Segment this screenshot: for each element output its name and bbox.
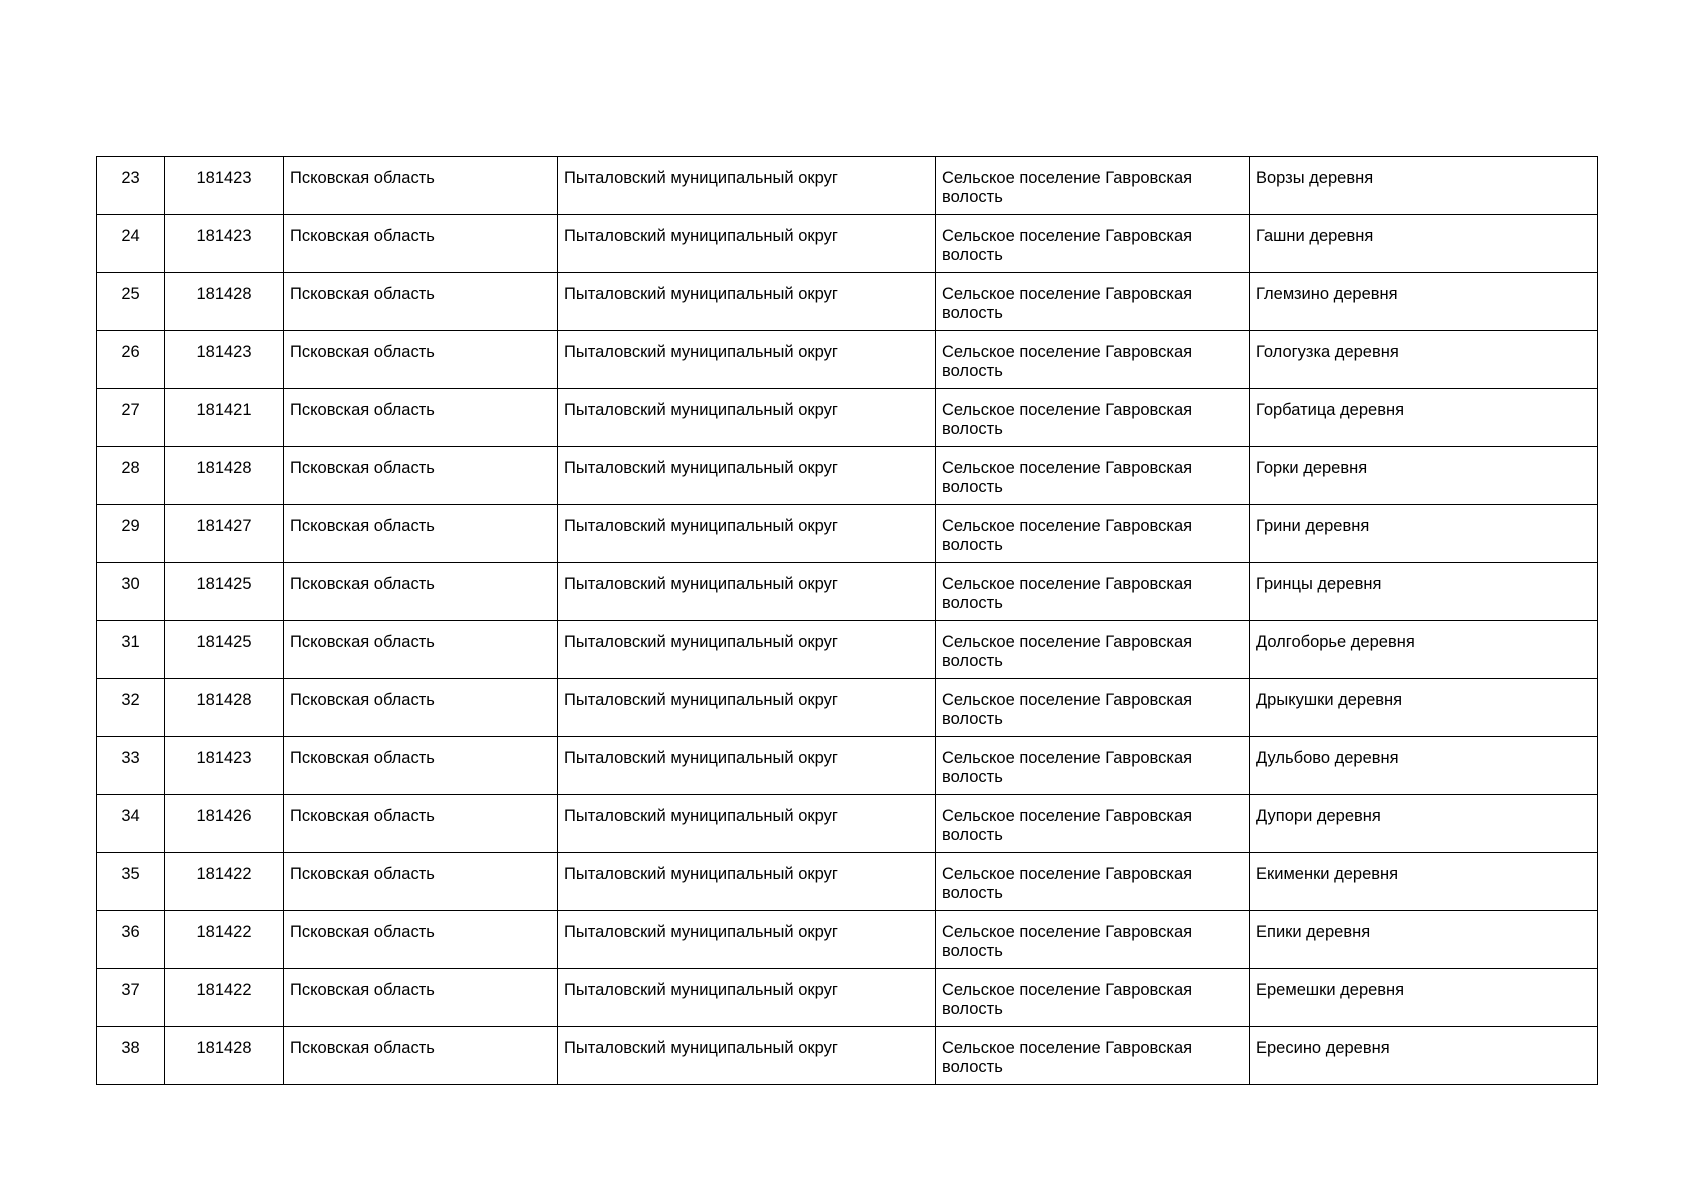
table-row	[97, 621, 1598, 679]
table-row	[97, 157, 1598, 215]
locality-cell: Гологузка деревня	[1250, 331, 1598, 389]
region-cell: Псковская область	[284, 621, 558, 679]
row-number-cell: 32	[97, 679, 165, 737]
postal-index-cell: 181428	[165, 273, 284, 331]
settlement-cell: Сельское поселение Гавровская волость	[936, 563, 1250, 621]
table-row	[97, 679, 1598, 737]
region-cell: Псковская область	[284, 853, 558, 911]
row-number-cell: 29	[97, 505, 165, 563]
settlement-cell: Сельское поселение Гавровская волость	[936, 389, 1250, 447]
settlement-cell: Сельское поселение Гавровская волость	[936, 679, 1250, 737]
region-cell: Псковская область	[284, 273, 558, 331]
locality-cell: Глемзино деревня	[1250, 273, 1598, 331]
row-number-cell: 27	[97, 389, 165, 447]
address-table	[96, 156, 1598, 1085]
row-number-cell: 25	[97, 273, 165, 331]
table-row	[97, 853, 1598, 911]
postal-index-cell: 181423	[165, 737, 284, 795]
settlement-cell: Сельское поселение Гавровская волость	[936, 621, 1250, 679]
postal-index-cell: 181427	[165, 505, 284, 563]
postal-index-cell: 181421	[165, 389, 284, 447]
district-cell: Пыталовский муниципальный округ	[558, 911, 936, 969]
settlement-cell: Сельское поселение Гавровская волость	[936, 273, 1250, 331]
region-cell: Псковская область	[284, 389, 558, 447]
locality-cell: Ересино деревня	[1250, 1027, 1598, 1085]
table-row	[97, 911, 1598, 969]
table-row	[97, 563, 1598, 621]
region-cell: Псковская область	[284, 447, 558, 505]
row-number-cell: 36	[97, 911, 165, 969]
region-cell: Псковская область	[284, 157, 558, 215]
row-number-cell: 30	[97, 563, 165, 621]
settlement-cell: Сельское поселение Гавровская волость	[936, 795, 1250, 853]
postal-index-cell: 181428	[165, 447, 284, 505]
district-cell: Пыталовский муниципальный округ	[558, 505, 936, 563]
row-number-cell: 24	[97, 215, 165, 273]
row-number-cell: 31	[97, 621, 165, 679]
locality-cell: Грини деревня	[1250, 505, 1598, 563]
row-number-cell: 33	[97, 737, 165, 795]
locality-cell: Гашни деревня	[1250, 215, 1598, 273]
district-cell: Пыталовский муниципальный округ	[558, 737, 936, 795]
row-number-cell: 23	[97, 157, 165, 215]
row-number-cell: 26	[97, 331, 165, 389]
district-cell: Пыталовский муниципальный округ	[558, 563, 936, 621]
locality-cell: Горки деревня	[1250, 447, 1598, 505]
address-table-body	[97, 157, 1598, 1085]
postal-index-cell: 181423	[165, 331, 284, 389]
locality-cell: Гринцы деревня	[1250, 563, 1598, 621]
postal-index-cell: 181428	[165, 1027, 284, 1085]
table-row	[97, 389, 1598, 447]
region-cell: Псковская область	[284, 969, 558, 1027]
postal-index-cell: 181426	[165, 795, 284, 853]
district-cell: Пыталовский муниципальный округ	[558, 157, 936, 215]
table-row	[97, 215, 1598, 273]
postal-index-cell: 181422	[165, 853, 284, 911]
region-cell: Псковская область	[284, 331, 558, 389]
settlement-cell: Сельское поселение Гавровская волость	[936, 331, 1250, 389]
settlement-cell: Сельское поселение Гавровская волость	[936, 447, 1250, 505]
row-number-cell: 35	[97, 853, 165, 911]
district-cell: Пыталовский муниципальный округ	[558, 273, 936, 331]
district-cell: Пыталовский муниципальный округ	[558, 447, 936, 505]
locality-cell: Дульбово деревня	[1250, 737, 1598, 795]
district-cell: Пыталовский муниципальный округ	[558, 969, 936, 1027]
row-number-cell: 37	[97, 969, 165, 1027]
locality-cell: Дрыкушки деревня	[1250, 679, 1598, 737]
region-cell: Псковская область	[284, 215, 558, 273]
settlement-cell: Сельское поселение Гавровская волость	[936, 157, 1250, 215]
locality-cell: Горбатица деревня	[1250, 389, 1598, 447]
district-cell: Пыталовский муниципальный округ	[558, 679, 936, 737]
postal-index-cell: 181423	[165, 215, 284, 273]
settlement-cell: Сельское поселение Гавровская волость	[936, 215, 1250, 273]
settlement-cell: Сельское поселение Гавровская волость	[936, 737, 1250, 795]
district-cell: Пыталовский муниципальный округ	[558, 1027, 936, 1085]
region-cell: Псковская область	[284, 1027, 558, 1085]
district-cell: Пыталовский муниципальный округ	[558, 215, 936, 273]
settlement-cell: Сельское поселение Гавровская волость	[936, 853, 1250, 911]
region-cell: Псковская область	[284, 679, 558, 737]
postal-index-cell: 181425	[165, 621, 284, 679]
locality-cell: Долгоборье деревня	[1250, 621, 1598, 679]
district-cell: Пыталовский муниципальный округ	[558, 853, 936, 911]
table-row	[97, 447, 1598, 505]
table-row	[97, 969, 1598, 1027]
settlement-cell: Сельское поселение Гавровская волость	[936, 505, 1250, 563]
region-cell: Псковская область	[284, 795, 558, 853]
settlement-cell: Сельское поселение Гавровская волость	[936, 1027, 1250, 1085]
settlement-cell: Сельское поселение Гавровская волость	[936, 969, 1250, 1027]
row-number-cell: 38	[97, 1027, 165, 1085]
district-cell: Пыталовский муниципальный округ	[558, 795, 936, 853]
table-row	[97, 795, 1598, 853]
postal-index-cell: 181425	[165, 563, 284, 621]
locality-cell: Екименки деревня	[1250, 853, 1598, 911]
region-cell: Псковская область	[284, 911, 558, 969]
settlement-cell: Сельское поселение Гавровская волость	[936, 911, 1250, 969]
table-row	[97, 273, 1598, 331]
postal-index-cell: 181428	[165, 679, 284, 737]
district-cell: Пыталовский муниципальный округ	[558, 621, 936, 679]
district-cell: Пыталовский муниципальный округ	[558, 389, 936, 447]
table-row	[97, 505, 1598, 563]
postal-index-cell: 181422	[165, 911, 284, 969]
row-number-cell: 28	[97, 447, 165, 505]
region-cell: Псковская область	[284, 563, 558, 621]
locality-cell: Еремешки деревня	[1250, 969, 1598, 1027]
locality-cell: Епики деревня	[1250, 911, 1598, 969]
district-cell: Пыталовский муниципальный округ	[558, 331, 936, 389]
locality-cell: Дупори деревня	[1250, 795, 1598, 853]
locality-cell: Ворзы деревня	[1250, 157, 1598, 215]
region-cell: Псковская область	[284, 737, 558, 795]
table-row	[97, 1027, 1598, 1085]
postal-index-cell: 181422	[165, 969, 284, 1027]
region-cell: Псковская область	[284, 505, 558, 563]
table-row	[97, 331, 1598, 389]
table-row	[97, 737, 1598, 795]
postal-index-cell: 181423	[165, 157, 284, 215]
row-number-cell: 34	[97, 795, 165, 853]
